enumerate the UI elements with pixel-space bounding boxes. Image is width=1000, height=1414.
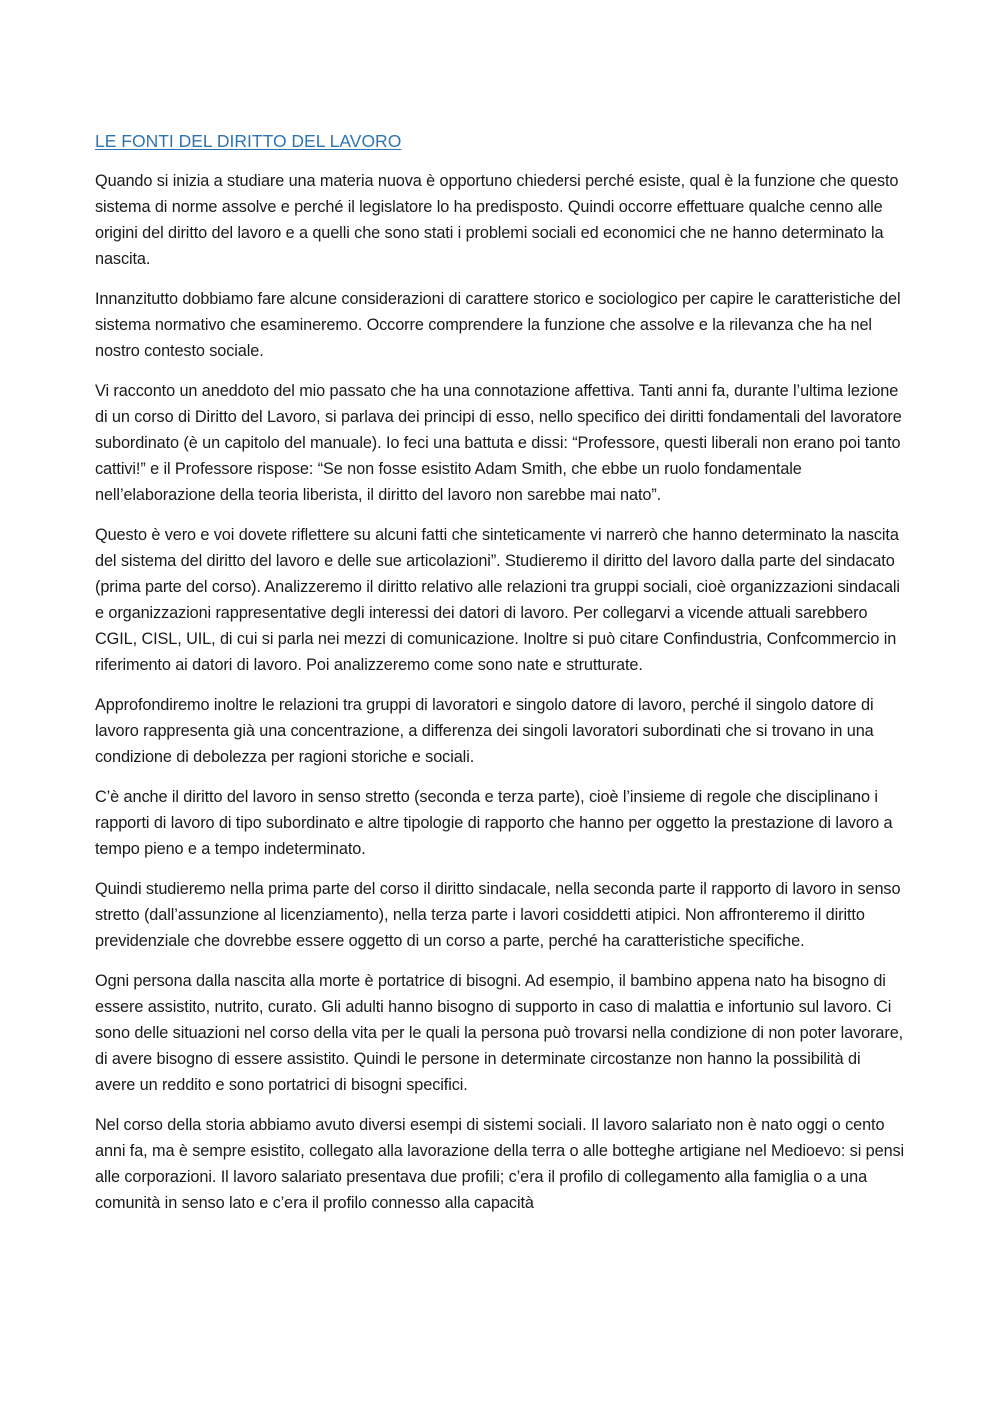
paragraph-6: C’è anche il diritto del lavoro in senso stretto (seconda e terza parte), cioè l’insieme di regole che disciplinano i rapporti di lavoro di tipo subordinato e altre tipologie di rapporto che hanno per oggetto la prestazione di lavoro a tempo pieno e a tempo indeterminato. — [95, 788, 893, 858]
paragraph-2: Innanzitutto dobbiamo fare alcune considerazioni di carattere storico e sociologico per capire le caratteristiche del sistema normativo che esamineremo. Occorre comprendere la funzione che assolve e la rilevanza che ha nel nostro contesto sociale. — [95, 290, 901, 360]
paragraph-9: Nel corso della storia abbiamo avuto diversi esempi di sistemi sociali. Il lavoro salariato non è nato oggi o cento anni fa, ma è sempre esistito, collegato alla lavorazione della terra o alle botteghe artigiane nel Medioevo: si pensi alle corporazioni. Il lavoro salariato presentava due profili; c’era il profilo di collegamento alla famiglia o a una comunità in senso lato e c’era il profilo connesso alla capacità — [95, 1116, 905, 1212]
document-title: LE FONTI DEL DIRITTO DEL LAVORO — [95, 131, 402, 151]
paragraph-3: Vi racconto un aneddoto del mio passato che ha una connotazione affettiva. Tanti anni fa, durante l’ultima lezione di un corso di Diritto del Lavoro, si parlava dei principi di esso, nello specifico dei diritti fondamentali del lavoratore subordinato (è un capitolo del manuale). Io feci una battuta e dissi: “Professore, questi liberali non erano poi tanto cattivi!” e il Professore rispose: “Se non fosse esistito Adam Smith, che ebbe un ruolo fondamentale nell’elaborazione della teoria liberista, il diritto del lavoro non sarebbe mai nato”. — [95, 382, 902, 504]
document-body — [95, 128, 905, 1230]
paragraph-7: Quindi studieremo nella prima parte del corso il diritto sindacale, nella seconda parte il rapporto di lavoro in senso stretto (dall’assunzione al licenziamento), nella terza parte i lavori cosiddetti atipici. Non affronteremo il diritto previdenziale che dovrebbe essere oggetto di un corso a parte, perché ha caratteristiche specifiche. — [95, 880, 901, 950]
paragraph-1: Quando si inizia a studiare una materia nuova è opportuno chiedersi perché esiste, qual è la funzione che questo sistema di norme assolve e perché il legislatore lo ha predisposto. Quindi occorre effettuare qualche cenno alle origini del diritto del lavoro e a quelli che sono stati i problemi sociali ed economici che ne hanno determinato la nascita. — [95, 172, 899, 268]
paragraph-8: Ogni persona dalla nascita alla morte è portatrice di bisogni. Ad esempio, il bambino appena nato ha bisogno di essere assistito, nutrito, curato. Gli adulti hanno bisogno di supporto in caso di malattia e infortunio sul lavoro. Ci sono delle situazioni nel corso della vita per le quali la persona può trovarsi nella condizione di non poter lavorare, di avere bisogno di essere assistito. Quindi le persone in determinate circostanze non hanno la possibilità di avere un reddito e sono portatrici di bisogni specifici. — [95, 972, 904, 1094]
paragraph-5: Approfondiremo inoltre le relazioni tra gruppi di lavoratori e singolo datore di lavoro, perché il singolo datore di lavoro rappresenta già una concentrazione, a differenza dei singoli lavoratori subordinati che si trovano in una condizione di debolezza per ragioni storiche e sociali. — [95, 696, 874, 766]
paragraph-4: Questo è vero e voi dovete riflettere su alcuni fatti che sinteticamente vi narrerò che hanno determinato la nascita del sistema del diritto del lavoro e delle sue articolazioni”. Studieremo il diritto del lavoro dalla parte del sindacato (prima parte del corso). Analizzeremo il diritto relativo alle relazioni tra gruppi sociali, cioè organizzazioni sindacali e organizzazioni rappresentative degli interessi dei datori di lavoro. Per collegarvi a vicende attuali sarebbero CGIL, CISL, UIL, di cui si parla nei mezzi di comunicazione. Inoltre si può citare Confindustria, Confcommercio in riferimento ai datori di lavoro. Poi analizzeremo come sono nate e strutturate. — [95, 526, 900, 674]
